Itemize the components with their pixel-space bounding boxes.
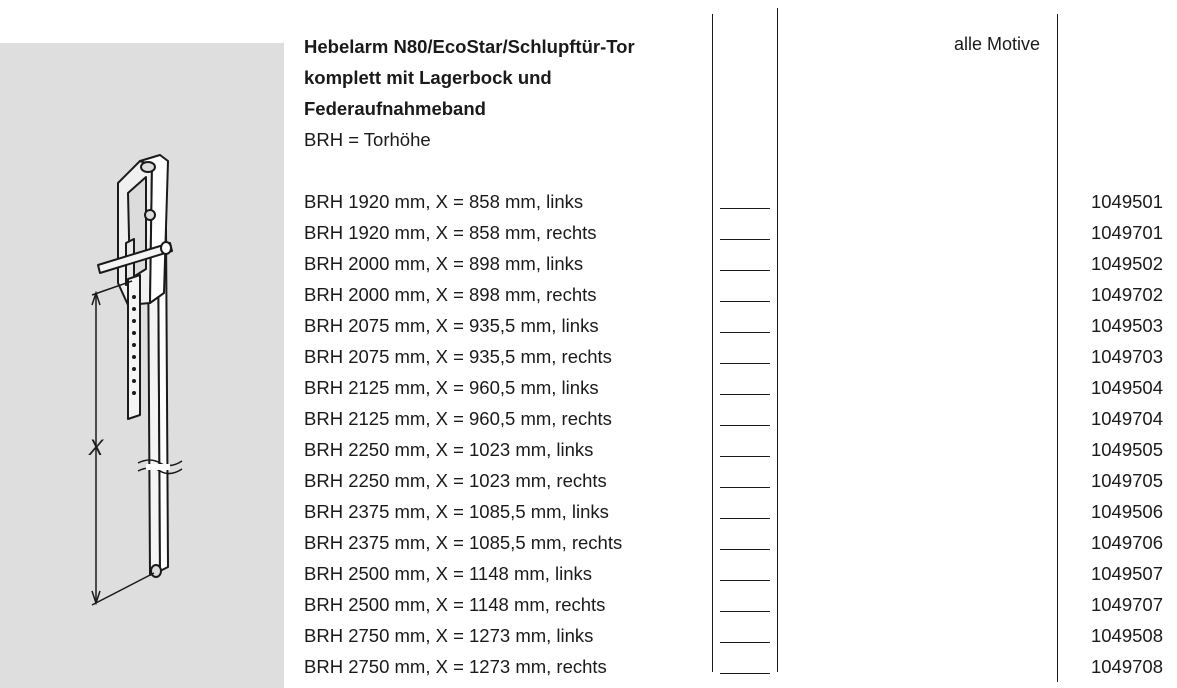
table-row bbox=[0, 589, 1177, 620]
row-description: BRH 2250 mm, X = 1023 mm, rechts bbox=[304, 470, 607, 491]
article-number: 1049707 bbox=[1090, 594, 1163, 615]
article-number: 1049508 bbox=[1090, 625, 1163, 646]
table-row bbox=[0, 465, 1177, 496]
table-row bbox=[0, 341, 1177, 372]
article-number: 1049505 bbox=[1090, 439, 1163, 460]
article-number: 1049503 bbox=[1090, 315, 1163, 336]
article-number: 1049706 bbox=[1090, 532, 1163, 553]
article-number: 1049506 bbox=[1090, 501, 1163, 522]
product-title-line-1: Hebelarm N80/EcoStar/Schlupftür-Tor bbox=[304, 36, 635, 57]
article-number: 1049502 bbox=[1090, 253, 1163, 274]
quantity-blank bbox=[720, 425, 770, 426]
product-subtitle: BRH = Torhöhe bbox=[304, 129, 431, 150]
quantity-blank bbox=[720, 394, 770, 395]
article-number: 1049701 bbox=[1090, 222, 1163, 243]
row-description: BRH 2375 mm, X = 1085,5 mm, links bbox=[304, 501, 609, 522]
quantity-blank bbox=[720, 611, 770, 612]
table-row bbox=[0, 248, 1177, 279]
table-row bbox=[0, 186, 1177, 217]
quantity-blank bbox=[720, 363, 770, 364]
table-row bbox=[0, 620, 1177, 651]
row-description: BRH 2250 mm, X = 1023 mm, links bbox=[304, 439, 594, 460]
article-number: 1049501 bbox=[1090, 191, 1163, 212]
product-title-line-3: Federaufnahmeband bbox=[304, 98, 486, 119]
row-description: BRH 2375 mm, X = 1085,5 mm, rechts bbox=[304, 532, 623, 553]
product-title-line-2: komplett mit Lagerbock und bbox=[304, 67, 552, 88]
article-number: 1049504 bbox=[1090, 377, 1163, 398]
quantity-blank bbox=[720, 673, 770, 674]
table-row bbox=[0, 496, 1177, 527]
row-description: BRH 1920 mm, X = 858 mm, links bbox=[304, 191, 584, 212]
table-row bbox=[0, 372, 1177, 403]
row-description: BRH 2125 mm, X = 960,5 mm, rechts bbox=[304, 408, 612, 429]
table-row bbox=[0, 527, 1177, 558]
quantity-blank bbox=[720, 549, 770, 550]
table-row bbox=[0, 434, 1177, 465]
table-row bbox=[0, 403, 1177, 434]
article-number: 1049708 bbox=[1090, 656, 1163, 677]
quantity-blank bbox=[720, 456, 770, 457]
table-row bbox=[0, 558, 1177, 589]
quantity-blank bbox=[720, 487, 770, 488]
table-row bbox=[0, 279, 1177, 310]
row-description: BRH 2125 mm, X = 960,5 mm, links bbox=[304, 377, 599, 398]
table-row bbox=[0, 217, 1177, 248]
article-number: 1049705 bbox=[1090, 470, 1163, 491]
row-description: BRH 2075 mm, X = 935,5 mm, rechts bbox=[304, 346, 612, 367]
quantity-blank bbox=[720, 332, 770, 333]
row-description: BRH 2500 mm, X = 1148 mm, rechts bbox=[304, 594, 606, 615]
row-description: BRH 2000 mm, X = 898 mm, rechts bbox=[304, 284, 597, 305]
row-description: BRH 2750 mm, X = 1273 mm, rechts bbox=[304, 656, 607, 677]
row-description: BRH 2075 mm, X = 935,5 mm, links bbox=[304, 315, 599, 336]
quantity-blank bbox=[720, 518, 770, 519]
table-row bbox=[0, 651, 1177, 682]
row-description: BRH 1920 mm, X = 858 mm, rechts bbox=[304, 222, 597, 243]
quantity-blank bbox=[720, 208, 770, 209]
article-number: 1049702 bbox=[1090, 284, 1163, 305]
quantity-blank bbox=[720, 301, 770, 302]
article-number: 1049507 bbox=[1090, 563, 1163, 584]
row-description: BRH 2750 mm, X = 1273 mm, links bbox=[304, 625, 594, 646]
quantity-blank bbox=[720, 239, 770, 240]
row-description: BRH 2000 mm, X = 898 mm, links bbox=[304, 253, 584, 274]
quantity-blank bbox=[720, 270, 770, 271]
quantity-blank bbox=[720, 580, 770, 581]
article-number: 1049704 bbox=[1090, 408, 1163, 429]
table-row bbox=[0, 310, 1177, 341]
motive-label: alle Motive bbox=[953, 34, 1040, 54]
dimension-x-label: X bbox=[88, 435, 104, 460]
article-number: 1049703 bbox=[1090, 346, 1163, 367]
row-description: BRH 2500 mm, X = 1148 mm, links bbox=[304, 563, 593, 584]
quantity-blank bbox=[720, 642, 770, 643]
